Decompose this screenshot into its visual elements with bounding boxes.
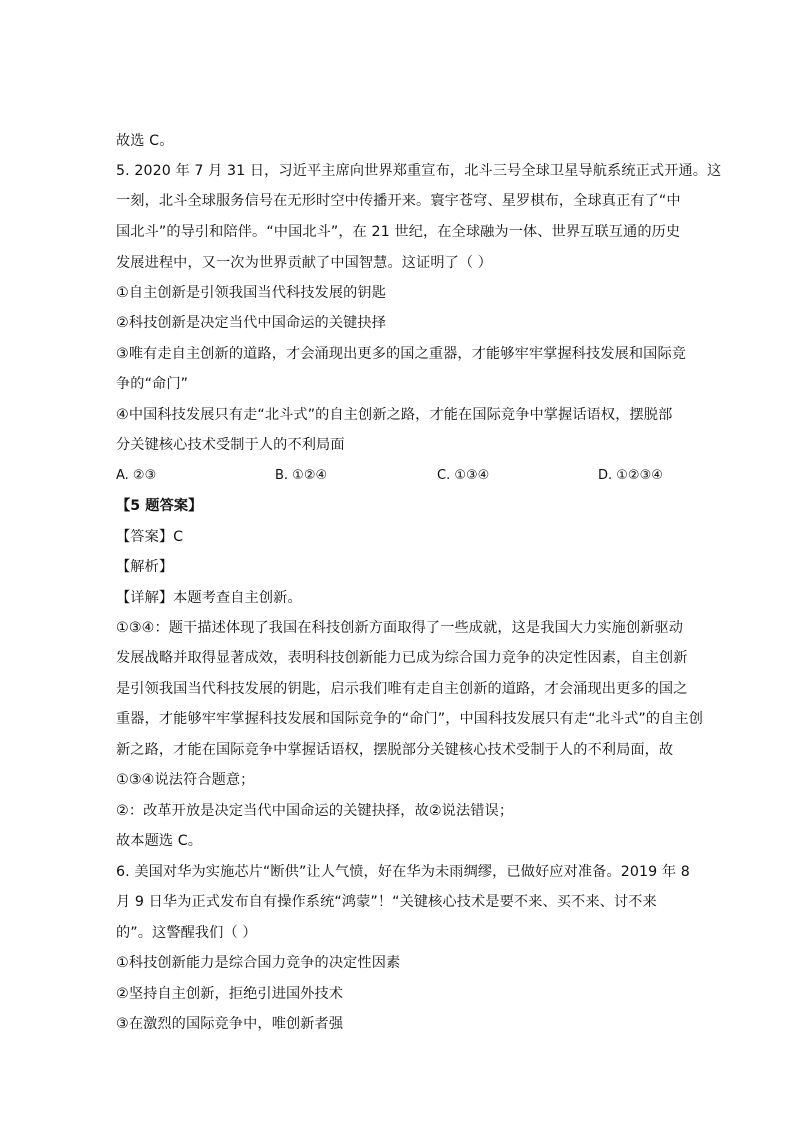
statement-4: ④中国科技发展只有走“北斗式”的自主创新之路，才能在国际竞争中掌握话语权，摆脱部	[116, 407, 673, 423]
option-d: D. ①②③④	[598, 468, 663, 483]
explanation-line: ①③④说法符合题意；	[116, 772, 255, 788]
option-b: B. ①②④	[275, 468, 328, 483]
question-6-stem-line: 月 9 日华为正式发布自有操作系统“鸿蒙”！“关键核心技术是要不来、买不来、讨不来	[116, 894, 657, 910]
question-5-stem-line: 5. 2020 年 7 月 31 日，习近平主席向世界郑重宣布，北斗三号全球卫星导航系统正式开通。这	[116, 163, 722, 179]
conclusion-line: 故本题选 C。	[116, 833, 203, 849]
explanation-line: ①③④：题干描述体现了我国在科技创新方面取得了一些成就，这是我国大力实施创新驱动	[116, 620, 684, 636]
explanation-line: 是引领我国当代科技发展的钥匙，启示我们唯有走自主创新的道路，才会涌现出更多的国之	[116, 681, 688, 697]
question-6-stem-line: 6. 美国对华为实施芯片“断供”让人气愤，好在华为未雨绸缪，已做好应对准备。2019 年 8	[116, 864, 690, 880]
explanation-line: ②：改革开放是决定当代中国命运的关键抉择，故②说法错误；	[116, 803, 514, 819]
question-6-stem-line: 的”。这警醒我们（ ）	[116, 925, 257, 941]
explanation-line: 重器，才能够牢牢掌握科技发展和国际竞争的“命门”，中国科技发展只有走“北斗式”的自主创	[116, 711, 704, 727]
statement-3: ③唯有走自主创新的道路，才会涌现出更多的国之重器，才能够牢牢掌握科技发展和国际竞	[116, 346, 687, 362]
q6-statement-3: ③在激烈的国际竞争中，唯创新者强	[116, 1016, 344, 1032]
answer-header: 【5 题答案】	[116, 498, 203, 514]
q6-statement-2: ②坚持自主创新，拒绝引进国外技术	[116, 986, 344, 1002]
question-5-stem-line: 发展进程中，又一次为世界贡献了中国智慧。这证明了（ ）	[116, 255, 493, 271]
explanation-line: 新之路，才能在国际竞争中掌握话语权，摆脱部分关键核心技术受制于人的不利局面，故	[116, 742, 674, 758]
statement-4-cont: 分关键核心技术受制于人的不利局面	[116, 437, 345, 453]
statement-3-cont: 争的“命门”	[116, 376, 189, 392]
option-c: C. ①③④	[437, 468, 490, 483]
option-a: A. ②③	[116, 468, 157, 483]
question-5-stem-line: 一刻，北斗全球服务信号在无形时空中传播开来。寰宇苍穹、星罗棋布，全球真正有了“中	[116, 193, 681, 209]
text-line: 故选 C。	[116, 133, 174, 149]
analysis-header: 【解析】	[116, 559, 174, 575]
question-5-stem-line: 国北斗”的导引和陪伴。“中国北斗”，在 21 世纪，在全球融为一体、世界互联互通的历史	[116, 224, 681, 240]
answer-line: 【答案】C	[116, 529, 184, 545]
q6-statement-1: ①科技创新能力是综合国力竞争的决定性因素	[116, 955, 401, 971]
detail-line: 【详解】本题考查自主创新。	[116, 590, 302, 606]
statement-2: ②科技创新是决定当代中国命运的关键抉择	[116, 315, 386, 331]
explanation-line: 发展战略并取得显著成效，表明科技创新能力已成为综合国力竞争的决定性因素，自主创新	[116, 650, 688, 666]
statement-1: ①自主创新是引领我国当代科技发展的钥匙	[116, 285, 386, 301]
